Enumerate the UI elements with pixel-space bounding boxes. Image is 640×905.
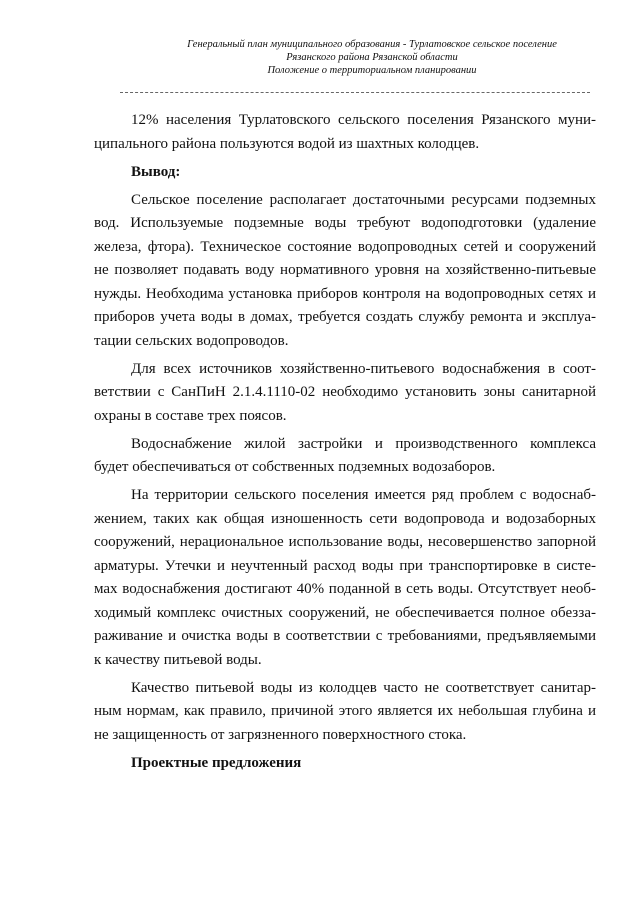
- paragraph-water-supply: [94, 433, 596, 480]
- text-line: жением, таких как общая изношенность сети водопровода и водозаборных: [94, 510, 596, 527]
- text-line: охраны в составе трех поясов.: [94, 407, 287, 424]
- paragraph-problems: [94, 484, 596, 672]
- text-line: Для всех источников хозяйственно-питьевого водоснабжения в соот-: [131, 360, 596, 377]
- text-line: ципального района пользуются водой из шахтных колодцев.: [94, 135, 480, 152]
- text-line: не позволяет подавать воду нормативного уровня на хозяйственно-питьевые: [94, 262, 596, 278]
- heading-conclusion: Вывод:: [131, 163, 181, 180]
- paragraph-sanitary-zones: [94, 358, 596, 429]
- header-line-1: Генеральный план муниципального образования - Турлатовское сельское поселение: [187, 39, 557, 50]
- text-line: к качеству питьевой воды.: [94, 651, 262, 668]
- text-line: будет обеспечиваться от собственных подземных водозаборов.: [94, 459, 496, 475]
- header-line-2: Рязанского района Рязанской области: [286, 52, 458, 63]
- text-line: арматуры. Утечки и неучтенный расход воды при транспортировке в систе-: [94, 557, 596, 574]
- text-line: Качество питьевой воды из колодцев часто не соответствует санитар-: [131, 679, 596, 696]
- text-line: ным нормам, как правило, причиной этого является их небольшая глубина и: [94, 703, 596, 719]
- header-divider: [120, 92, 590, 93]
- text-line: раживание и очистка воды в соответствии с требованиями, предъявляемыми: [94, 628, 596, 644]
- text-line: 12% населения Турлатовского сельского поселения Рязанского муни-: [131, 112, 596, 128]
- text-line: тации сельских водопроводов.: [94, 332, 289, 349]
- running-header: [96, 38, 640, 77]
- text-line: ветствии с СанПиН 2.1.4.1110-02 необходимо установить зоны санитарной: [94, 384, 596, 400]
- heading-project-proposals: Проектные предложения: [131, 754, 302, 771]
- paragraph-well-quality: [94, 677, 596, 748]
- text-line: ходимый комплекс очистных сооружений, не обеспечивается полное обезза-: [94, 604, 596, 621]
- paragraph-population: [94, 109, 596, 156]
- paragraph-resources: [94, 189, 596, 354]
- text-line: мах водоснабжения достигают 40% поданной в сеть воды. Отсутствует необ-: [94, 581, 596, 597]
- text-line: На территории сельского поселения имеется ряд проблем с водоснаб-: [131, 487, 596, 503]
- document-body: [94, 109, 596, 775]
- text-line: сооружений, нерациональное использование воды, несовершенство запорной: [94, 534, 596, 550]
- text-line: нужды. Необходима установка приборов контроля на водопроводных сетях и: [94, 285, 596, 302]
- text-line: не защищенность от загрязненного поверхностного стока.: [94, 726, 467, 743]
- text-line: Водоснабжение жилой застройки и производственного комплекса: [131, 435, 596, 452]
- text-line: железа, фтора). Техническое состояние водопроводных сетей и сооружений: [94, 238, 596, 255]
- header-line-3: Положение о территориальном планировании: [267, 65, 477, 76]
- text-line: приборов учета воды в домах, требуется создать службу ремонта и эксплуа-: [94, 309, 596, 325]
- text-line: Сельское поселение располагает достаточными ресурсами подземных: [131, 191, 596, 208]
- text-line: вод. Используемые подземные воды требуют водоподготовки (удаление: [94, 215, 596, 231]
